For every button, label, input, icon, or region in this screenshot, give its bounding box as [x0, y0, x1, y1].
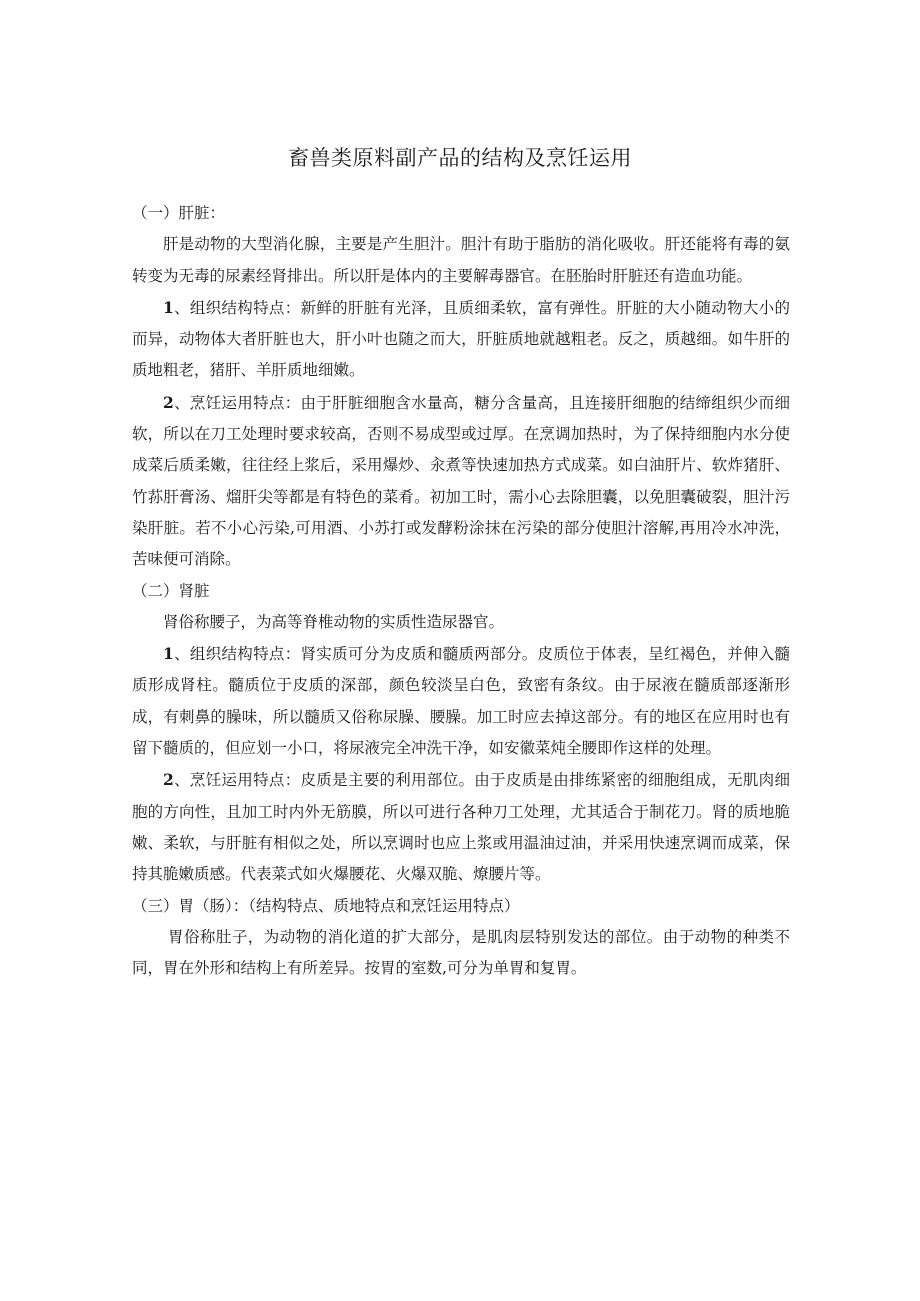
kidney-point-structure [132, 638, 790, 764]
point-text: 、组织结构特点：新鲜的肝脏有光泽，且质细柔软，富有弹性。肝脏的大小随动物大小的而异，动物体大者肝脏也大，肝小叶也随之而大，肝脏质地就越粗老。反之，质越细。如牛肝的质地粗老，猪肝、羊肝质地细嫩。 [132, 298, 790, 380]
liver-point-structure [132, 292, 790, 387]
section-intro-kidney: 肾俗称腰子，为高等脊椎动物的实质性造尿器官。 [163, 612, 505, 631]
point-number: 2 [163, 392, 174, 412]
section-heading-kidney: （二）肾脏 [132, 581, 210, 600]
section-intro-liver: 肝是动物的大型消化腺，主要是产生胆汁。胆汁有助于脂肪的消化吸收。肝还能将有毒的氨转变为无毒的尿素经肾排出。所以肝是体内的主要解毒器官。在胚胎时肝脏还有造血功能。 [132, 235, 790, 285]
point-number: 1 [163, 297, 174, 317]
section-intro-stomach: 胃俗称肚子，为动物的消化道的扩大部分，是肌肉层特别发达的部位。由于动物的种类不同，胃在外形和结构上有所差异。按胃的室数,可分为单胃和复胃。 [132, 927, 790, 978]
section-heading-stomach: （三）胃（肠）：（结构特点、质地特点和烹饪运用特点） [132, 896, 520, 915]
point-text: 、烹饪运用特点：皮质是主要的利用部位。由于皮质是由排练紧密的细胞组成，无肌肉细胞的方向性，且加工时内外无筋膜，所以可进行各种刀工处理，尤其适合于制花刀。肾的质地脆嫩、柔软，与肝脏有相似之处，所以烹调时也应上浆或用温油过油，并采用快速烹调而成菜，保持其脆嫩质感。代表菜式如火爆腰花、火爆双脆、燎腰片等。 [132, 771, 790, 884]
section-heading-liver: （一）肝脏： [132, 204, 226, 222]
document-title: 畜兽类原料副产品的结构及烹饪运用 [288, 146, 632, 170]
point-number: 1 [163, 644, 174, 664]
point-text: 、烹饪运用特点：由于肝脏细胞含水量高，糖分含量高，且连接肝细胞的结缔组织少而细软，所以在刀工处理时要求较高，否则不易成型或过厚。在烹调加热时，为了保持细胞内水分使成菜后质柔嫩，往往经上浆后，采用爆炒、汆煮等快速加热方式成菜。如白油肝片、软炸猪肝、竹荪肝膏汤、熘肝尖等都是有特色的菜肴。初加工时，需小心去除胆囊，以免胆囊破裂，胆汁污染肝脏。若不小心污染,可用酒、小苏打或发酵粉涂抹在污染的部分使胆汁溶解,再用冷水冲洗，苦味便可消除。 [132, 393, 790, 569]
kidney-point-cooking [132, 764, 790, 890]
point-number: 2 [163, 770, 174, 790]
liver-point-cooking [132, 387, 790, 576]
point-text: 、组织结构特点：肾实质可分为皮质和髓质两部分。皮质位于体表，呈红褐色，并伸入髓质形成肾柱。髓质位于皮质的深部，颜色较淡呈白色，致密有条纹。由于尿液在髓质部逐渐形成，有刺鼻的臊味，所以髓质又俗称尿臊、腰臊。加工时应去掉这部分。有的地区在应用时也有留下髓质的，但应划一小口，将尿液完全冲洗干净，如安徽菜炖全腰即作这样的处理。 [132, 645, 790, 758]
document-body [132, 198, 790, 984]
